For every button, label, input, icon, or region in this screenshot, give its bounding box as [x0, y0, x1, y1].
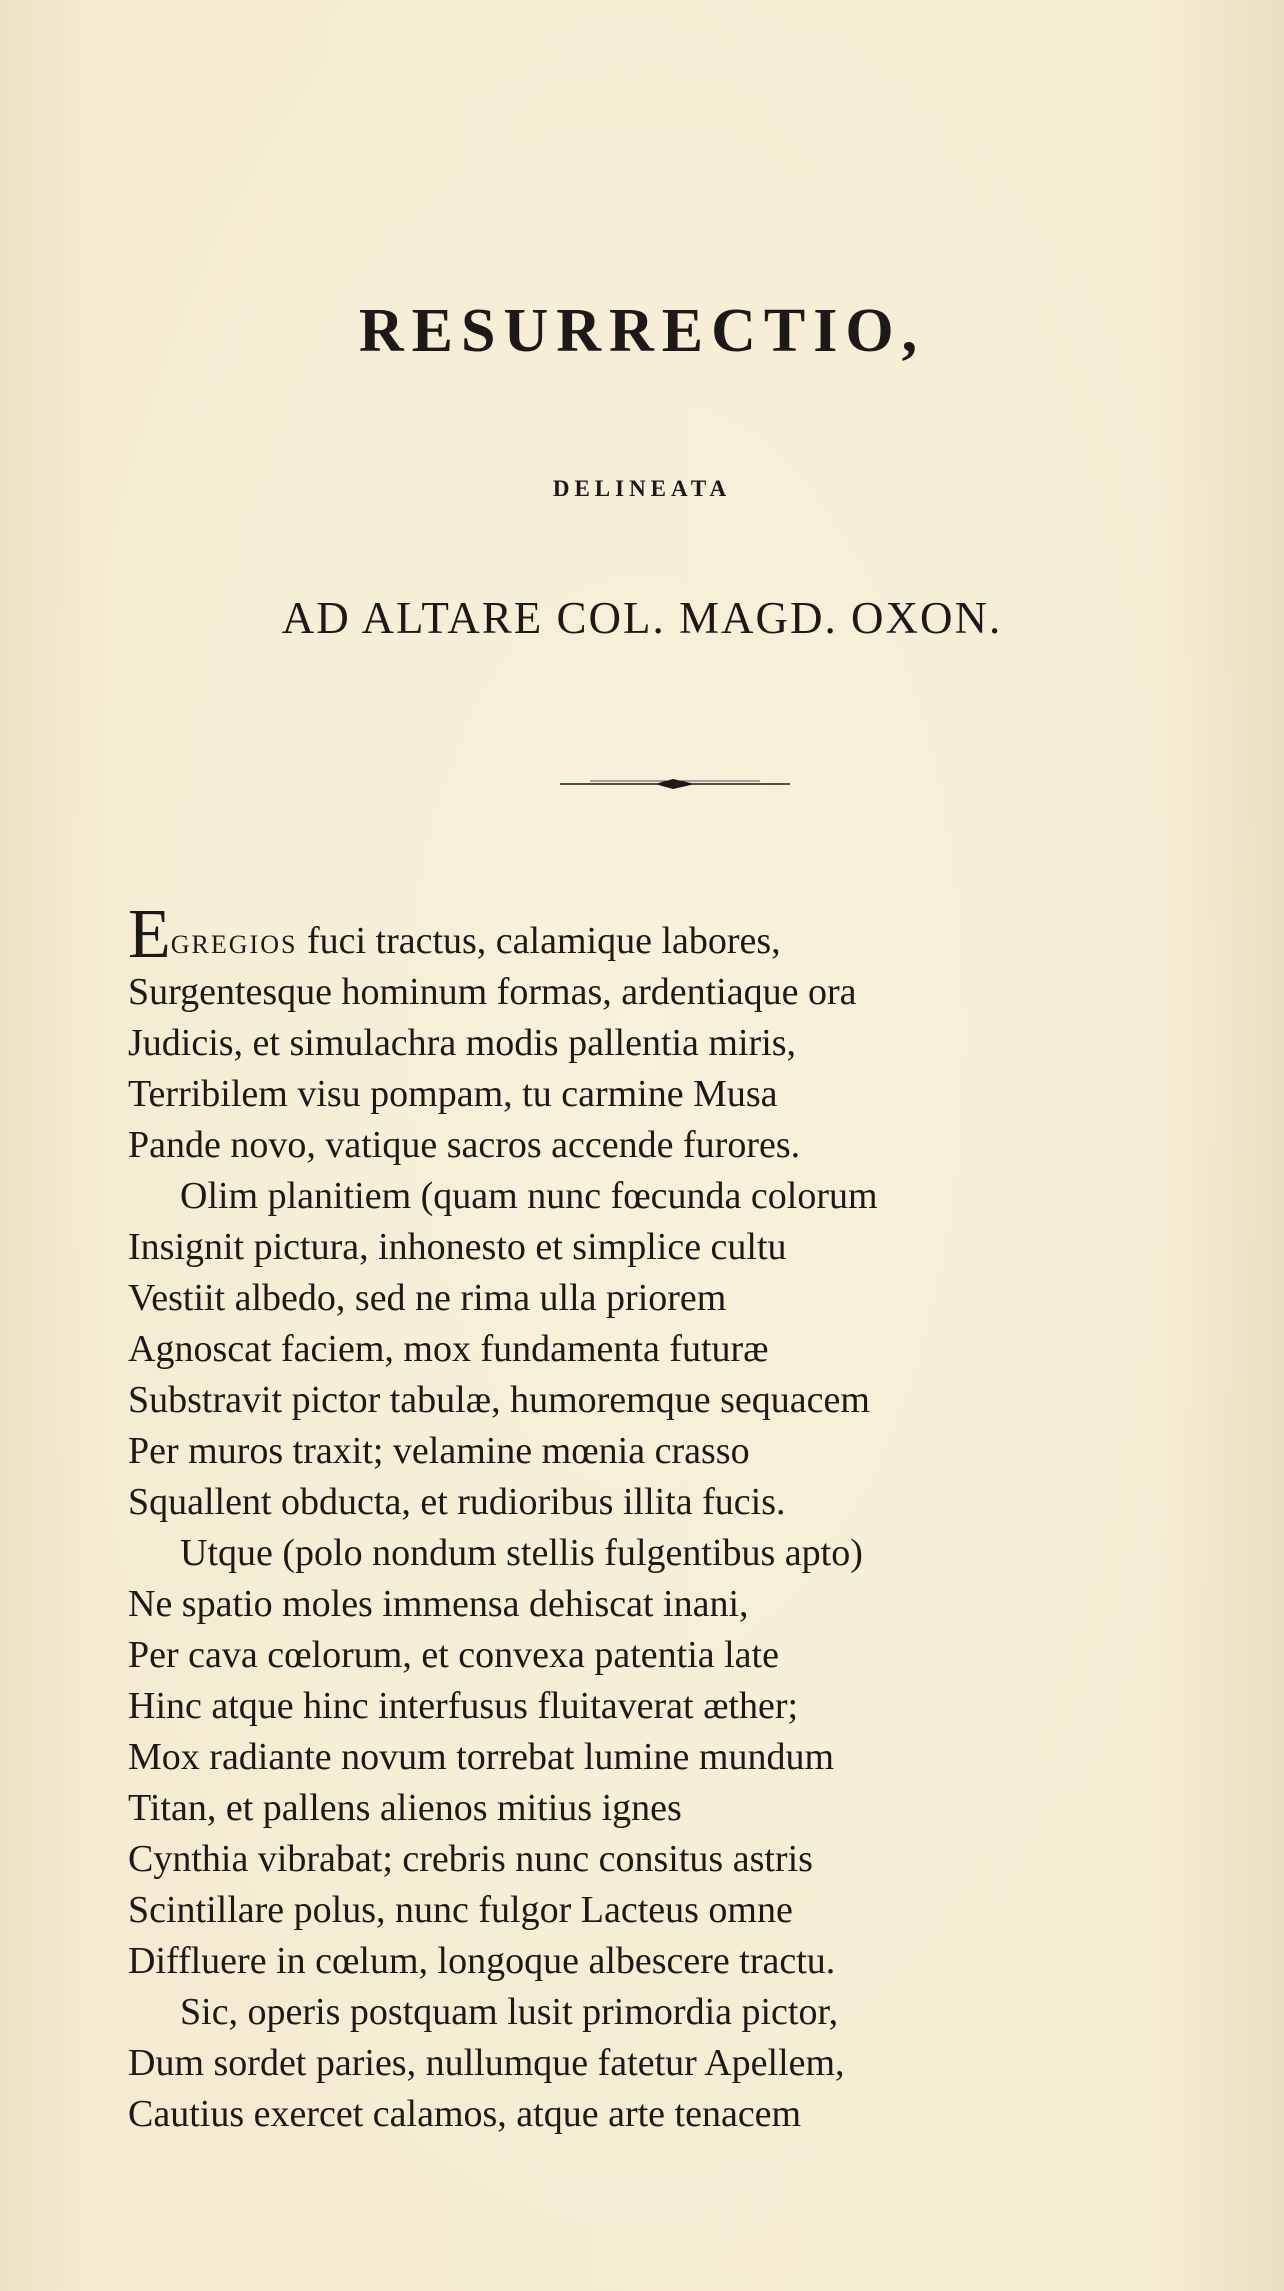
- poem-line: Diffluere in cœlum, longoque albescere tractu.: [128, 1940, 836, 1982]
- first-line-text: fuci tractus, calamique labores,: [297, 920, 781, 962]
- poem-line: Agnoscat faciem, mox fundamenta futuræ: [128, 1328, 769, 1370]
- poem-line: Vestiit albedo, sed ne rima ulla priorem: [128, 1277, 727, 1319]
- small-caps-word: GREGIOS: [170, 930, 298, 959]
- drop-capital: E: [128, 896, 171, 973]
- poem-line: Mox radiante novum torrebat lumine mundum: [128, 1736, 835, 1778]
- poem-body: [128, 896, 1208, 2140]
- poem-line: Insignit pictura, inhonesto et simplice cultu: [128, 1226, 787, 1268]
- dedication-line: AD ALTARE COL. MAGD. OXON.: [281, 593, 1003, 643]
- page-title: RESURRECTIO,: [358, 297, 926, 365]
- poem-line: Terribilem visu pompam, tu carmine Musa: [128, 1073, 778, 1115]
- poem-lines: [128, 967, 1208, 2140]
- poem-line: Cynthia vibrabat; crebris nunc consitus astris: [128, 1838, 813, 1880]
- poem-first-line: [128, 896, 1208, 973]
- poem-line: Squallent obducta, et rudioribus illita fucis.: [128, 1481, 786, 1523]
- poem-line: Dum sordet paries, nullumque fatetur Apellem,: [128, 2042, 845, 2084]
- poem-line: Substravit pictor tabulæ, humoremque sequacem: [128, 1379, 870, 1421]
- poem-line: Cautius exercet calamos, atque arte tenacem: [128, 2093, 802, 2135]
- poem-line: Olim planitiem (quam nunc fœcunda colorum: [180, 1175, 878, 1217]
- poem-line: Judicis, et simulachra modis pallentia miris,: [128, 1022, 797, 1064]
- poem-line: Pande novo, vatique sacros accende furores.: [128, 1124, 801, 1166]
- poem-line: Utque (polo nondum stellis fulgentibus apto): [180, 1532, 863, 1574]
- poem-line: Per cava cœlorum, et convexa patentia late: [128, 1634, 779, 1676]
- poem-line: Titan, et pallens alienos mitius ignes: [128, 1787, 682, 1829]
- poem-line: Sic, operis postquam lusit primordia pictor,: [180, 1991, 839, 2033]
- poem-line: Hinc atque hinc interfusus fluitaverat æther;: [128, 1685, 799, 1727]
- poem-line: Per muros traxit; velamine mœnia crasso: [128, 1430, 750, 1472]
- poem-line: Scintillare polus, nunc fulgor Lacteus omne: [128, 1889, 793, 1931]
- ornamental-rule: [560, 774, 790, 794]
- poem-line: Ne spatio moles immensa dehiscat inani,: [128, 1583, 749, 1625]
- poem-line: Surgentesque hominum formas, ardentiaque ora: [128, 971, 857, 1013]
- page-subtitle: DELINEATA: [552, 476, 732, 501]
